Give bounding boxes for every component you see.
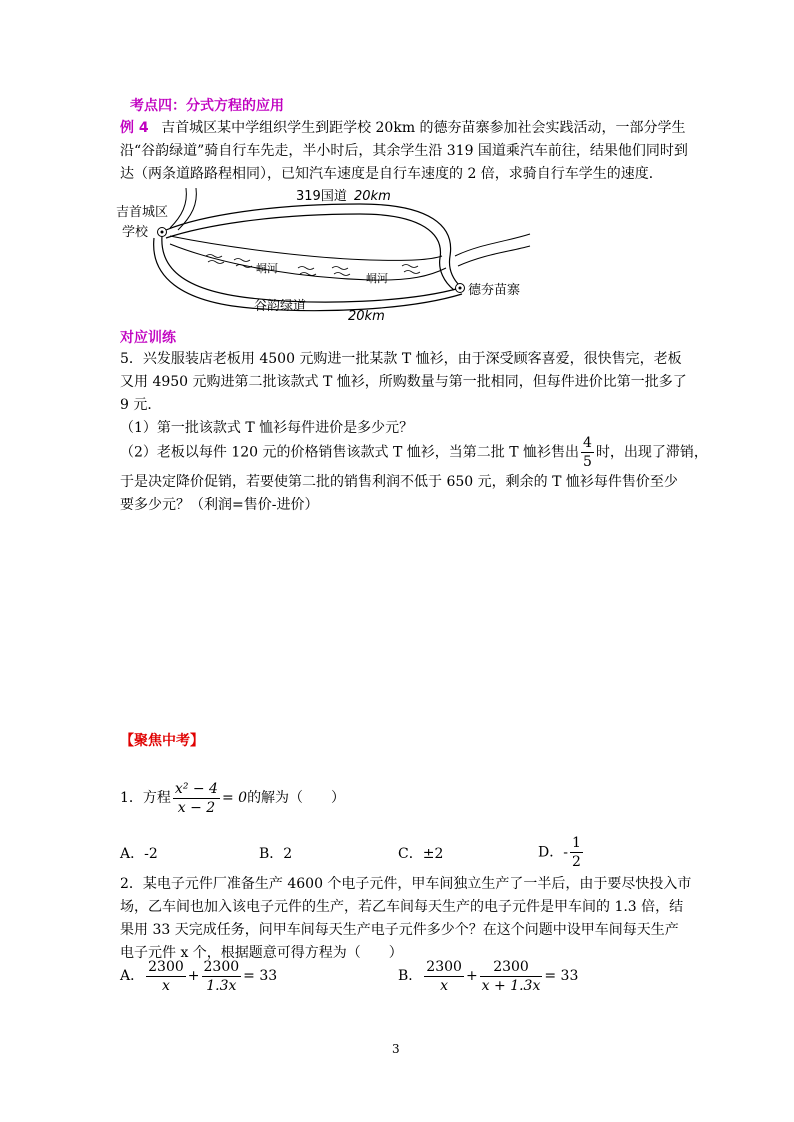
p2-b-frac-1: $\frac{2300}{x}$ [426,958,462,994]
practice-line-2: 又用 4950 元购进第二批该款式 T 恤衫，所购数量与第一批相同，但每件进价比第一批多了 [120,374,687,390]
page-number: 3 [392,1042,400,1056]
p2-b-frac-2: $\frac{2300}{x + 1.3x}$ [481,958,541,994]
focus-title: 【聚焦中考】 [120,733,204,749]
p2-option-b: B． $\frac{2300}{x}$ + $\frac{2300}{x + 1.3x}$ = 33 [398,958,579,994]
p1-suffix: 的解为（ ） [247,790,346,806]
map-label-river-1: 峒河 [256,262,278,275]
q2-text-after: 时，出现了滞销， [595,444,708,461]
q2-fraction: $\frac{4}{5}$ [583,435,592,470]
p1-option-d-fraction: $\frac{1}{2}$ [571,835,581,870]
example-line-2: 沿“谷韵绿道”骑自行车先走，半小时后，其余学生沿 319 国道乘汽车前往，结果他们同时到 [120,143,688,159]
example-line-3: 达（两条道路路程相同），已知汽车速度是自行车速度的 2 倍，求骑自行车学生的速度． [120,166,663,182]
route-map [110,186,540,326]
example-line-1 [120,118,686,138]
p1-prefix: 1．方程 [120,790,171,806]
map-label-village: 德夯苗寨 [468,283,521,298]
practice-q2-line-1 [120,434,708,471]
p1-fraction: $\frac{\text{x² − 4}}{x - 2}$ [174,780,218,816]
practice-line-1: 5．兴发服装店老板用 4500 元购进一批某款 T 恤衫，由于深受顾客喜爱，很快售完，老板 [120,351,682,367]
focus-problem-1 [120,778,345,818]
map-label-city: 吉首城区 [116,205,169,220]
p1-option-a: A．-2 [120,846,158,862]
section-title: 考点四：分式方程的应用 [130,98,284,114]
q2-text-before: （2）老板以每件 120 元的价格销售该款式 T 恤衫，当第二批 T 恤衫售出 [120,444,580,461]
p2-line-2: 场，乙车间也加入该电子元件的生产，若乙车间每天生产的电子元件是甲车间的 1.3 倍，结 [120,899,684,915]
map-label-school: 学校 [122,225,149,240]
p2-a-frac-1: $\frac{2300}{x}$ [148,958,184,994]
map-label-dist-top: 20km [354,189,391,204]
p2-a-frac-2: $\frac{2300}{1.3x}$ [203,958,240,994]
practice-line-3: 9 元． [120,397,162,413]
example-label: 例 4 [120,120,149,136]
practice-q2-line-2: 于是决定降价促销，若要使第二批的销售利润不低于 650 元，剩余的 T 恤衫每件售价至少 [120,474,678,490]
p1-equals: = 0 [221,790,248,806]
p2-line-4: 电子元件 x 个，根据题意可得方程为（ ） [120,945,403,961]
map-label-river-2: 峒河 [366,272,388,285]
p2-line-3: 果用 33 天完成任务，问甲车间每天生产电子元件多少个？在这个问题中设甲车间每天生产 [120,922,679,938]
example-text-1: 吉首城区某中学组织学生到距学校 20km 的德夯苗寨参加社会实践活动，一部分学生 [161,120,686,136]
p1-option-b: B．2 [259,846,293,862]
map-label-road-top: 319国道 [296,189,347,204]
map-label-dist-bottom: 20km [348,309,385,324]
map-label-road-bottom: 谷韵绿道 [254,299,307,314]
practice-title: 对应训练 [120,330,176,346]
p2-line-1: 2．某电子元件厂准备生产 4600 个电子元件，甲车间独立生产了一半后，由于要尽快投入市 [120,876,692,892]
p1-option-d: D．- $\frac{1}{2}$ [538,835,581,870]
p1-option-c: C．±2 [398,846,444,862]
p2-option-a: A． $\frac{2300}{x}$ + $\frac{2300}{1.3x}$ = 33 [120,958,278,994]
practice-q2-line-3: 要多少元？（利润=售价-进价） [120,497,319,513]
practice-q1: （1）第一批该款式 T 恤衫每件进价是多少元？ [120,420,414,436]
